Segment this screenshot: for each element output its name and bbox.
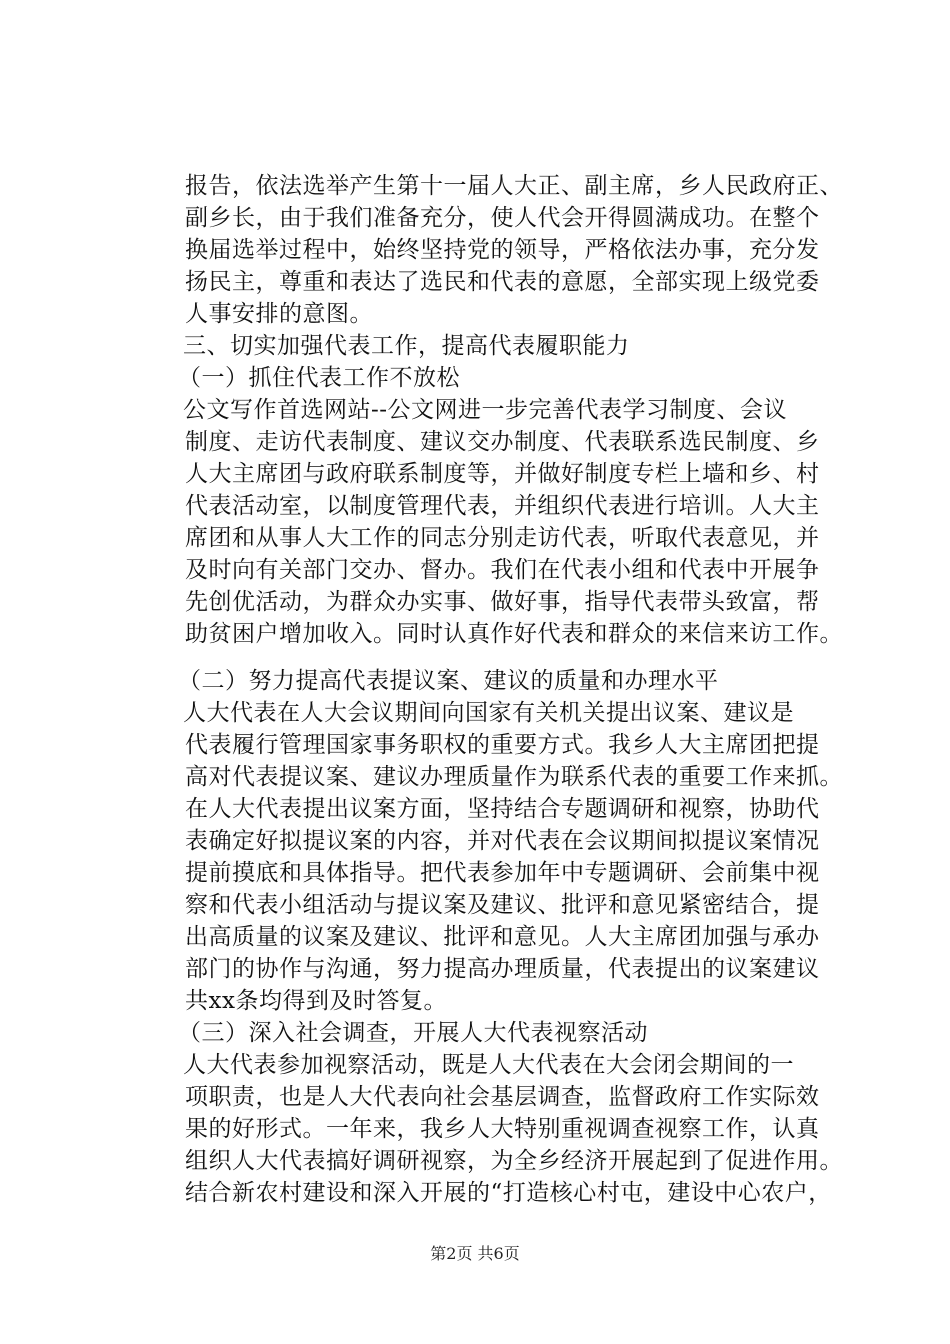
text-line: 部门的协作与沟通，努力提高办理质量，代表提出的议案建议 [185,956,820,982]
text-line: 副乡长，由于我们准备充分，使人代会开得圆满成功。在整个 [185,205,820,231]
text-line: 助贫困户增加收入。同时认真作好代表和群众的来信来访工作。 [185,621,843,647]
text-line: 出高质量的议案及建议、批评和意见。人大主席团加强与承办 [185,924,820,950]
text-line: 结合新农村建设和深入开展的“打造核心村屯，建设中心农户， [185,1180,832,1206]
text-line: 换届选举过程中，始终坚持党的领导，严格依法办事，充分发 [185,237,820,263]
text-line: 席团和从事人大工作的同志分别走访代表，听取代表意见，并 [185,525,820,551]
text-line: 提前摸底和具体指导。把代表参加年中专题调研、会前集中视 [185,860,820,886]
text-line: 制度、走访代表制度、建议交办制度、代表联系选民制度、乡 [185,429,820,455]
text-line: 人大代表参加视察活动，既是人大代表在大会闭会期间的一 [183,1052,794,1078]
text-line: 组织人大代表搞好调研视察，为全乡经济开展起到了促进作用。 [185,1148,843,1174]
text-line: 人大主席团与政府联系制度等，并做好制度专栏上墙和乡、村 [185,461,820,487]
text-line: 报告，依法选举产生第十一届人大正、副主席，乡人民政府正、 [185,173,843,199]
text-line: 代表履行管理国家事务职权的重要方式。我乡人大主席团把提 [185,732,820,758]
text-line: 察和代表小组活动与提议案及建议、批评和意见紧密结合，提 [185,892,820,918]
text-line: 及时向有关部门交办、督办。我们在代表小组和代表中开展争 [185,557,820,583]
text-line: 果的好形式。一年来，我乡人大特别重视调查视察工作，认真 [185,1116,820,1142]
page-number: 第2页 共6页 [430,1244,520,1263]
subsection-heading: （三）深入社会调查，开展人大代表视察活动 [178,1020,648,1046]
text-line: 代表活动室，以制度管理代表，并组织代表进行培训。人大主 [185,493,820,519]
text-line: 人事安排的意图。 [185,301,373,327]
text-line: 高对代表提议案、建议办理质量作为联系代表的重要工作来抓。 [185,764,843,790]
subsection-heading: （二）努力提高代表提议案、建议的质量和办理水平 [178,668,719,694]
subsection-heading: （一）抓住代表工作不放松 [178,365,460,391]
text-line: 先创优活动，为群众办实事、做好事，指导代表带头致富，帮 [185,589,820,615]
page-footer [0,1243,950,1265]
text-line: 共xx条均得到及时答复。 [185,988,447,1014]
text-line: 项职责，也是人大代表向社会基层调查，监督政府工作实际效 [185,1084,820,1110]
text-line: 表确定好拟提议案的内容，并对代表在会议期间拟提议案情况 [185,828,820,854]
text-line: 公文写作首选网站--公文网进一步完善代表学习制度、会议 [183,397,788,423]
text-line: 在人大代表提出议案方面，坚持结合专题调研和视察，协助代 [185,796,820,822]
text-line: 人大代表在人大会议期间向国家有关机关提出议案、建议是 [183,700,794,726]
text-line: 扬民主，尊重和表达了选民和代表的意愿，全部实现上级党委 [185,269,820,295]
section-heading: 三、切实加强代表工作，提高代表履职能力 [183,333,630,359]
